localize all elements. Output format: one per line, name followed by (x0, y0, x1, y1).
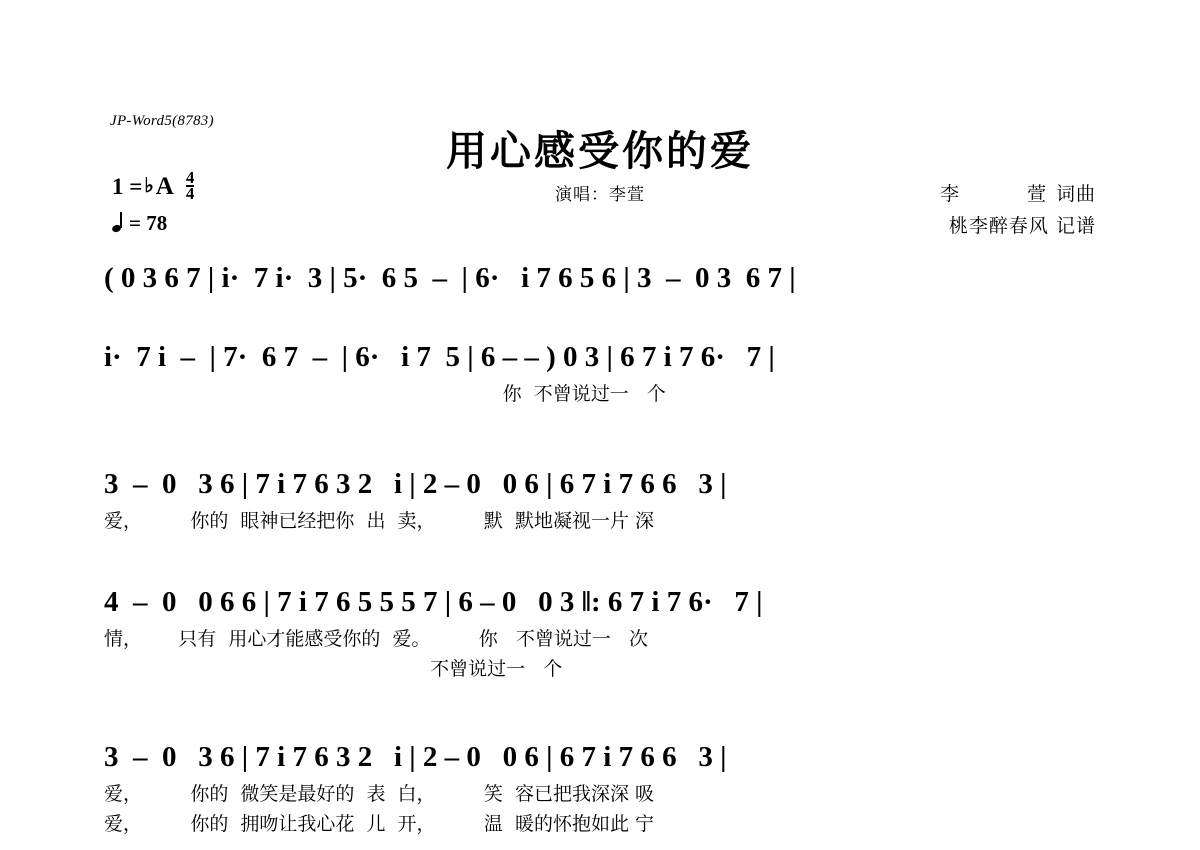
lyric-row: 爱， 你的 微笑是最好的 表 白， 笑 容已把我深深 吸 (104, 783, 654, 805)
notes-row: i· 7 i – | 7· 6 7 – | 6· i 7 5 | 6 – – ) 0 3 | 6 7 i 7 6· 7 | (104, 341, 775, 373)
credit-role-2: 记谱 (1055, 215, 1096, 237)
music-system-3 (104, 462, 1100, 536)
music-system-2 (104, 335, 1100, 409)
key-and-tempo-block (112, 168, 195, 236)
notes-row: 4 – 0 0 6 6 | 7 i 7 6 5 5 5 7 | 6 – 0 0 3 ‖: 6 7 i 7 6· 7 | (104, 586, 763, 618)
credit-name-1: 李 萱 (939, 183, 1056, 205)
music-system-5 (104, 735, 1100, 839)
page-title: 用心感受你的爱 (446, 127, 754, 175)
key-prefix: 1 = (112, 174, 143, 199)
key-name: A (155, 173, 174, 200)
notes-row: 3 – 0 3 6 | 7 i 7 6 3 2 i | 2 – 0 0 6 | 6 7 i 7 6 6 3 | (104, 741, 727, 773)
lyric-row: 情， 只有 用心才能感受你的 爱。 你 不曾说过一 次 (104, 628, 648, 650)
notes-row: 3 – 0 3 6 | 7 i 7 6 3 2 i | 2 – 0 0 6 | 6 7 i 7 6 6 3 | (104, 468, 727, 500)
flat-icon: ♭ (144, 174, 154, 197)
singer-label: 演唱：李萱 (555, 185, 645, 205)
lyric-row: 你 不曾说过一 个 (104, 383, 666, 405)
notes-row: ( 0 3 6 7 | i· 7 i· 3 | 5· 6 5 – | 6· i 7 6 5 6 | 3 – 0 3 6 7 | (104, 262, 796, 294)
document-code: JP-Word5(8783) (110, 113, 214, 129)
lyric-row: 爱， 你的 眼神已经把你 出 卖， 默 默地凝视一片 深 (104, 510, 654, 532)
credit-role-1: 词曲 (1055, 183, 1096, 205)
credit-line-1 (940, 178, 1096, 210)
credits-block (940, 178, 1096, 242)
tempo-label: = 78 (129, 211, 168, 235)
time-signature (185, 168, 195, 203)
quarter-note-icon (112, 214, 126, 234)
music-system-1 (104, 256, 1100, 300)
meter-numerator: 4 (185, 168, 195, 187)
lyric-row-verse2: 不曾说过一 个 (104, 658, 563, 680)
credit-name-2: 桃李醉春风 (948, 215, 1049, 237)
credit-line-2 (940, 210, 1096, 242)
key-signature (112, 168, 195, 203)
music-system-4 (104, 580, 1100, 684)
lyric-row-verse2: 爱， 你的 拥吻让我心花 儿 开， 温 暖的怀抱如此 宁 (104, 813, 654, 835)
tempo-marking (112, 211, 194, 236)
meter-denominator: 4 (185, 184, 195, 203)
